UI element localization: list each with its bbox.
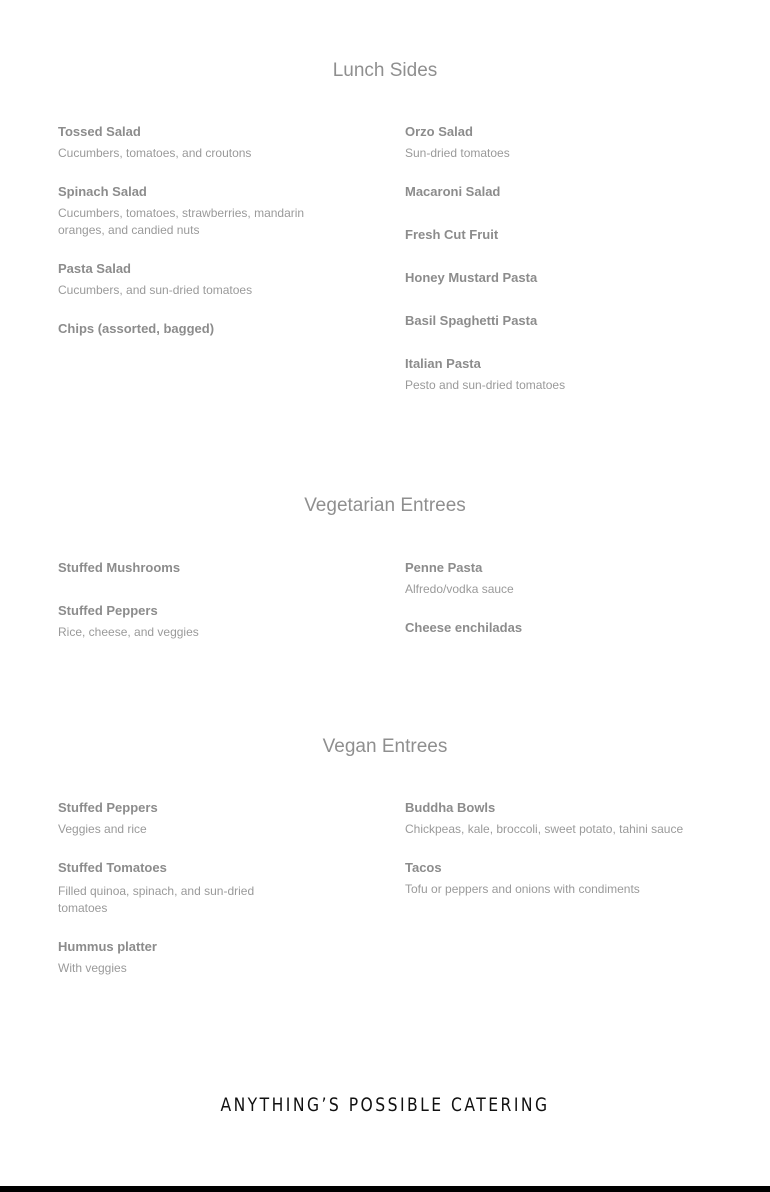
- item-name: Hummus platter: [58, 939, 157, 954]
- item-name: Macaroni Salad: [405, 184, 501, 199]
- item-name: Orzo Salad: [405, 124, 473, 139]
- right-column: [405, 560, 705, 658]
- item-name: Pasta Salad: [58, 261, 131, 276]
- menu-item: [58, 800, 348, 838]
- menu-item: [405, 124, 705, 162]
- menu-item: [405, 313, 705, 329]
- menu-item: [405, 560, 705, 598]
- right-column: [405, 800, 705, 920]
- item-name: Cheese enchiladas: [405, 620, 523, 635]
- menu-item: [58, 124, 348, 162]
- item-name: Chips (assorted, bagged): [58, 321, 215, 336]
- item-description: Veggies and rice: [58, 822, 147, 836]
- item-name: Fresh Cut Fruit: [405, 227, 499, 242]
- item-description: Filled quinoa, spinach, and sun-dried tomatoes: [58, 884, 255, 915]
- item-name: Stuffed Mushrooms: [58, 560, 181, 575]
- section-title: Vegan Entrees: [322, 736, 448, 757]
- menu-item: [58, 261, 348, 299]
- item-description: Cucumbers, tomatoes, strawberries, mandarin oranges, and candied nuts: [58, 206, 305, 237]
- item-description: Chickpeas, kale, broccoli, sweet potato, tahini sauce: [405, 822, 684, 836]
- item-name: Buddha Bowls: [405, 800, 496, 815]
- section-title: Lunch Sides: [332, 60, 438, 81]
- item-description: With veggies: [58, 961, 127, 975]
- item-description: Cucumbers, tomatoes, and croutons: [58, 146, 252, 160]
- left-column: [58, 560, 348, 663]
- item-name: Stuffed Peppers: [58, 800, 158, 815]
- item-name: Stuffed Tomatoes: [58, 860, 167, 875]
- menu-item: [58, 321, 348, 337]
- item-description: Alfredo/vodka sauce: [405, 582, 514, 596]
- item-description: Sun-dried tomatoes: [405, 146, 510, 160]
- menu-item: [58, 560, 348, 576]
- item-description: Cucumbers, and sun-dried tomatoes: [58, 283, 253, 297]
- menu-item: [405, 270, 705, 286]
- item-name: Italian Pasta: [405, 356, 481, 371]
- menu-item: [405, 184, 705, 200]
- item-description: Pesto and sun-dried tomatoes: [405, 378, 566, 392]
- menu-item: [405, 620, 705, 636]
- menu-item: [58, 939, 348, 977]
- section-title: Vegetarian Entrees: [304, 495, 466, 516]
- right-column: [405, 124, 705, 416]
- bottom-bar: [0, 1186, 770, 1192]
- left-column: [58, 800, 348, 999]
- item-name: Tacos: [405, 860, 442, 875]
- brand-name: ANYTHING’S POSSIBLE CATERING: [220, 1094, 550, 1116]
- menu-item: [405, 800, 705, 838]
- item-name: Spinach Salad: [58, 184, 147, 199]
- menu-item: [58, 184, 348, 239]
- menu-item: [405, 227, 705, 243]
- item-description: Tofu or peppers and onions with condiments: [405, 882, 640, 896]
- item-name: Penne Pasta: [405, 560, 483, 575]
- left-column: [58, 124, 348, 359]
- menu-item: [58, 603, 348, 641]
- item-name: Basil Spaghetti Pasta: [405, 313, 538, 328]
- menu-item: [405, 356, 705, 394]
- item-name: Stuffed Peppers: [58, 603, 158, 618]
- item-name: Honey Mustard Pasta: [405, 270, 538, 285]
- menu-item: [405, 860, 705, 898]
- menu-item: [58, 860, 348, 917]
- item-name: Tossed Salad: [58, 124, 141, 139]
- item-description: Rice, cheese, and veggies: [58, 625, 199, 639]
